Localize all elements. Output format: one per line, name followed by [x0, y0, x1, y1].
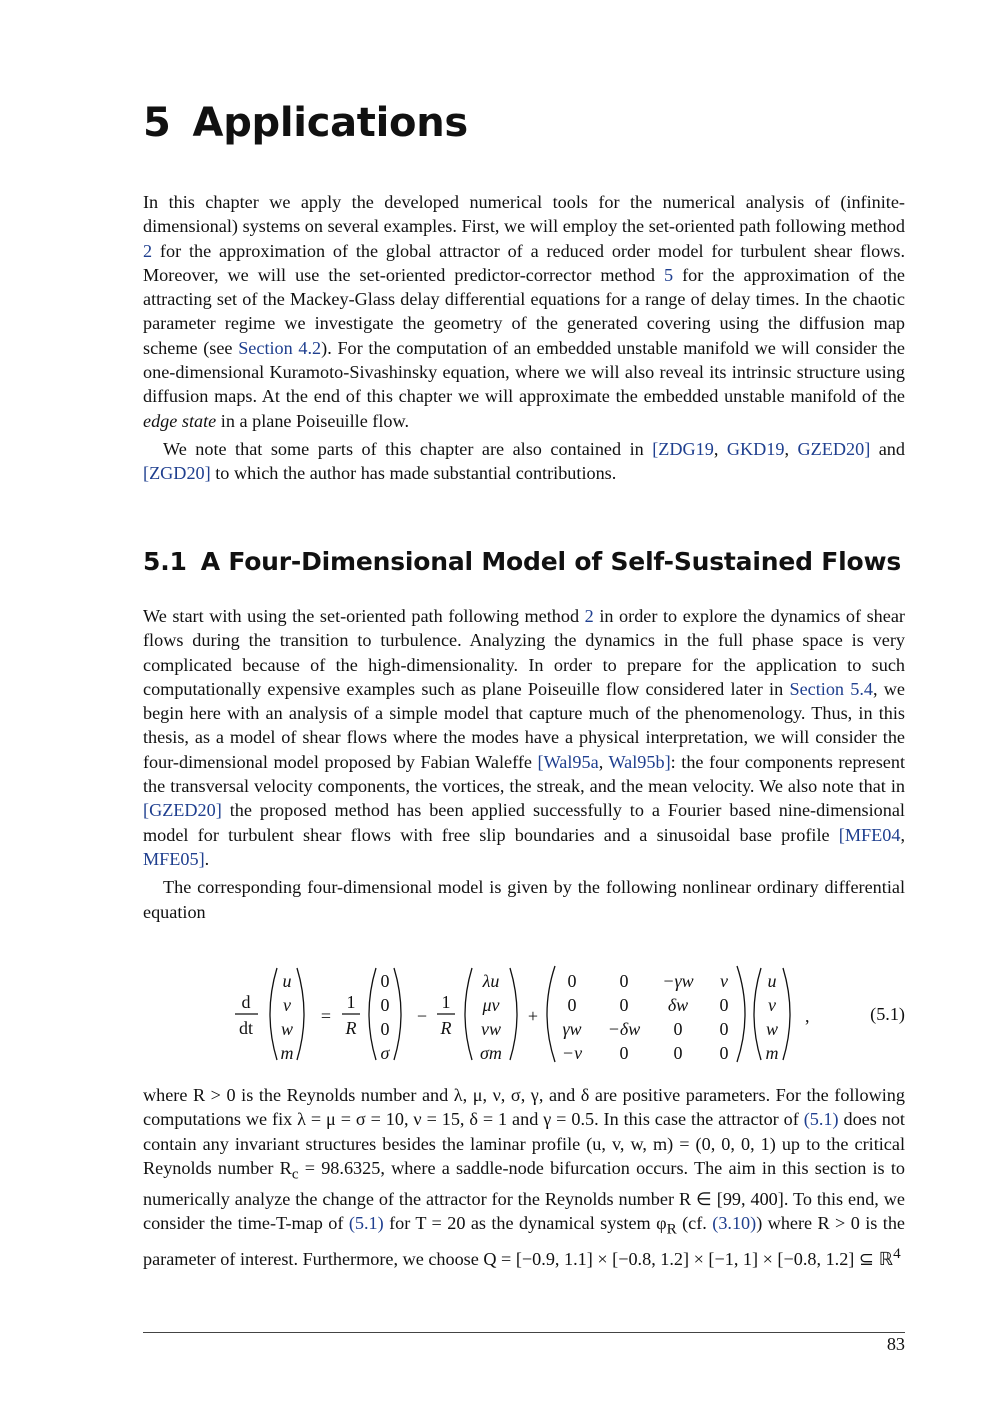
eq-equals: =	[320, 1006, 332, 1026]
eq-const-1: 0	[380, 995, 390, 1015]
eq-lhs-1: v	[283, 995, 291, 1015]
eq-R-2: R	[440, 1018, 452, 1038]
chapter-number: 5	[143, 100, 171, 146]
chapter-title-text: Applications	[192, 100, 468, 146]
page-number: 83	[886, 1334, 905, 1354]
section-title-text: A Four-Dimensional Model of Self-Sustained Flows	[200, 547, 902, 576]
eq-minus: −	[416, 1006, 428, 1026]
equation-ref-link[interactable]: (3.10)	[712, 1213, 757, 1234]
section-ref-link[interactable]: Section 5.4	[789, 678, 873, 699]
eq-const-0: 0	[380, 971, 390, 991]
eq-m-1-3: 0	[719, 995, 729, 1015]
section-text	[143, 604, 905, 924]
eq-m-2-0: γw	[562, 1019, 582, 1039]
citation-link[interactable]: ZGD20	[149, 463, 205, 484]
section-title	[143, 547, 901, 576]
footer-rule	[143, 1332, 905, 1333]
eq-d: d	[241, 992, 251, 1012]
eq-m-1-1: 0	[619, 995, 629, 1015]
equation-ref-link[interactable]: (5.1)	[348, 1213, 384, 1234]
chapter-title	[143, 100, 468, 146]
section-paragraph-2: The corresponding four-dimensional model is given by the following nonlinear ordinary differential equation	[143, 877, 905, 922]
citation-link[interactable]: ZDG19	[658, 438, 714, 459]
eq-m-0-2: −γw	[662, 971, 694, 991]
method-ref-link[interactable]: 5	[663, 264, 674, 285]
intro-paragraph-2: We note that some parts of this chapter are also contained in [ZDG19, GKD19, GZED20] and [ZGD20] to which the author has made substantial contributions.	[143, 438, 905, 484]
method-ref-link[interactable]: 2	[143, 240, 153, 261]
citation-link[interactable]: Wal95b	[608, 751, 665, 772]
citation-link[interactable]: Wal95a	[543, 751, 599, 772]
eq-lhs-2: w	[280, 1019, 294, 1039]
eq-one-1: 1	[346, 992, 356, 1012]
eq-m-0-3: v	[720, 971, 728, 991]
eq-m-3-3: 0	[719, 1043, 729, 1063]
equation-5-1	[225, 962, 915, 1067]
eq-m-1-2: δw	[667, 995, 689, 1015]
eq-m-2-1: −δw	[607, 1019, 641, 1039]
eq-plus: +	[527, 1006, 539, 1026]
section-text-continued	[143, 1083, 905, 1271]
eq-rhs-3: m	[765, 1043, 779, 1063]
eq-lin-2: νw	[481, 1019, 501, 1039]
equation-svg	[225, 962, 825, 1067]
eq-rhs-1: v	[768, 995, 776, 1015]
eq-lin-0: λu	[482, 971, 500, 991]
eq-one-2: 1	[441, 992, 451, 1012]
eq-lhs-0: u	[282, 971, 292, 991]
section-paragraph-1: We start with using the set-oriented path following method 2 in order to explore the dynamics of shear flows during the transition to turbulence. Analyzing the dynamics in the full phase space is very complicated because of the high-dimensionality. In order to prepare for the application to such computationally expensive examples such as plane Poiseuille flow considered later in Section 5.4, we begin here with an analysis of a simple model that capture much of the phenomenology. Thus, in this thesis, as a model of shear flows where the modes have a physical interpretation, we will consider the four-dimensional model proposed by Fabian Waleffe [Wal95a, Wal95b]: the four components represent the transversal velocity components, the vortices, the streak, and the mean velocity. We also note that in [GZED20] the proposed method has been applied successfully to a Fourier based nine-dimensional model for turbulent shear flows with free slip boundaries and a sinusoidal base profile [MFE04, MFE05].	[143, 606, 906, 869]
method-ref-link[interactable]: 2	[584, 606, 594, 626]
eq-comma: ,	[805, 1006, 810, 1026]
eq-m-1-0: 0	[567, 995, 577, 1015]
eq-lin-1: μv	[482, 995, 500, 1015]
eq-lhs-3: m	[280, 1043, 294, 1063]
eq-m-0-1: 0	[619, 971, 629, 991]
eq-const-2: 0	[380, 1019, 390, 1039]
eq-rhs-2: w	[765, 1019, 779, 1039]
eq-rhs-0: u	[767, 971, 777, 991]
citation-link[interactable]: GKD19	[726, 438, 785, 459]
citation-link[interactable]: MFE05	[143, 848, 199, 869]
section-paragraph-3: where R > 0 is the Reynolds number and λ, μ, ν, σ, γ, and δ are positive parameters. For the following computations we fix λ = μ = σ = 10, ν = 15, δ = 1 and γ = 0.5. In this case the attractor of (5.1) does not contain any invariant structures besides the laminar profile (u, v, w, m) = (0, 0, 0, 1) up to the critical Reynolds number $R_c = 98.6325$, where a saddle-node bifurcation occurs. The aim in this section is to numerically analyze the change of the attractor for the Reynolds number R ∈ [99, 400]. To this end, we consider the time-T-map of (5.1) for T = 20 as the dynamical system $\varphi_R$ (cf. (3.10)) where R > 0 is the parameter of interest. Furthermore, we choose Q = [−0.9, 1.1] × [−0.8, 1.2] × [−1, 1] × [−0.8, 1.2] ⊆ ℝ$^4$	[143, 1085, 905, 1270]
intro-text	[143, 190, 905, 486]
section-number: 5.1	[143, 547, 187, 576]
eq-R-1: R	[345, 1018, 357, 1038]
equation-number: (5.1)	[870, 1004, 905, 1024]
citation-link[interactable]: MFE04	[844, 824, 901, 845]
eq-m-2-3: 0	[719, 1019, 729, 1039]
eq-m-0-0: 0	[567, 971, 577, 991]
emphasis: edge state	[143, 410, 217, 431]
eq-dt: dt	[238, 1018, 254, 1038]
intro-paragraph-1: In this chapter we apply the developed numerical tools for the numerical analysis of (infinite-dimensional) systems on several examples. First, we will employ the set-oriented path following method 2 for the approximation of the global attractor of a reduced order model for turbulent shear flows. Moreover, we will use the set-oriented predictor-corrector method 5 for the approximation of the attracting set of the Mackey-Glass delay differential equations for a range of delay times. In the chaotic parameter regime we investigate the geometry of the generated covering using the diffusion map scheme (see Section 4.2). For the computation of an embedded unstable manifold we will consider the one-dimensional Kuramoto-Sivashinsky equation, where we will also reveal its intrinsic structure using diffusion maps. At the end of this chapter we will approximate the embedded unstable manifold of the edge state in a plane Poiseuille flow.	[143, 192, 905, 431]
equation-ref-link[interactable]: (5.1)	[803, 1109, 839, 1130]
citation-link[interactable]: GZED20	[797, 438, 865, 459]
eq-m-3-2: 0	[673, 1043, 683, 1063]
eq-m-2-2: 0	[673, 1019, 683, 1039]
eq-const-3: σ	[380, 1043, 390, 1063]
section-ref-link[interactable]: Section 4.2	[238, 337, 322, 358]
eq-m-3-1: 0	[619, 1043, 629, 1063]
eq-lin-3: σm	[480, 1043, 502, 1063]
citation-link[interactable]: GZED20	[149, 800, 216, 821]
eq-m-3-0: −v	[561, 1043, 583, 1063]
